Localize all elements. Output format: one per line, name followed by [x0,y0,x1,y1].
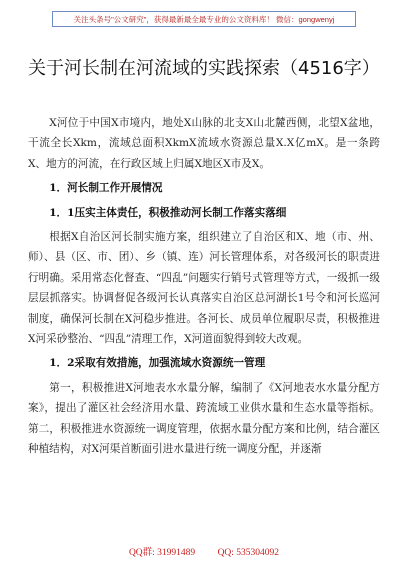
document-body [28,113,380,460]
section-heading-1: 1．河长制工作开展情况 [49,182,163,195]
subsection-heading-1-1: 1．1压实主体责任，积极推动河长制工作落实落细 [49,206,287,219]
paragraph-intro: X河位于中国X市境内，地处X山脉的北支X山北麓西侧，北望X盆地，干流全长Xkm，流域总面积XkmX流域水资源总量X.X亿mX。是一条跨X、地方的河流，在行政区域上归属X地区X市及X。 [28,117,380,170]
document-title: 关于河长制在河流域的实践探索（4516字） [28,58,380,79]
subsection-heading-1-2: 1．2采取有效措施，加强流域水资源统一管理 [49,357,266,370]
paragraph-1-2: 第一，积极推进X河地表水水量分解，编制了《X河地表水水量分配方案》，提出了灌区社会经济用水量、跨流域工业供水量和生态水量等指标。第二，积极推进水资源统一调度管理，依据水量分配方案和比例，结合灌区种植结构，对X河渠首断面引进水量进行统一调度分配，并逐渐 [28,381,380,456]
footer-contact [0,544,408,558]
footer-qq-group: QQ群: 31991489 [128,548,196,558]
footer-qq: QQ: 535304092 [217,548,280,558]
header-banner: 关注头条号"公文研究"，获得最新最全最专业的公文资料库！ 微信：gongwenyj [52,11,356,27]
paragraph-1-1: 根据X自治区河长制实施方案，组织建立了自治区和X、地（市、州、师）、县（区、市、团）、乡（镇、连）河长管理体系，对各级河长的职责进行明确。采用常态化督查、“四乱”问题实行销号式管理等方式，一级抓一级层层抓落实。协调督促各级河长认真落实自治区总河湖长1号令和河长巡河制度，确保河长制在X河稳步推进。各河长、成员单位履职尽责，积极推进X河采砂整治、“四乱”清理工作，X河道面貌得到较大改观。 [28,231,380,346]
